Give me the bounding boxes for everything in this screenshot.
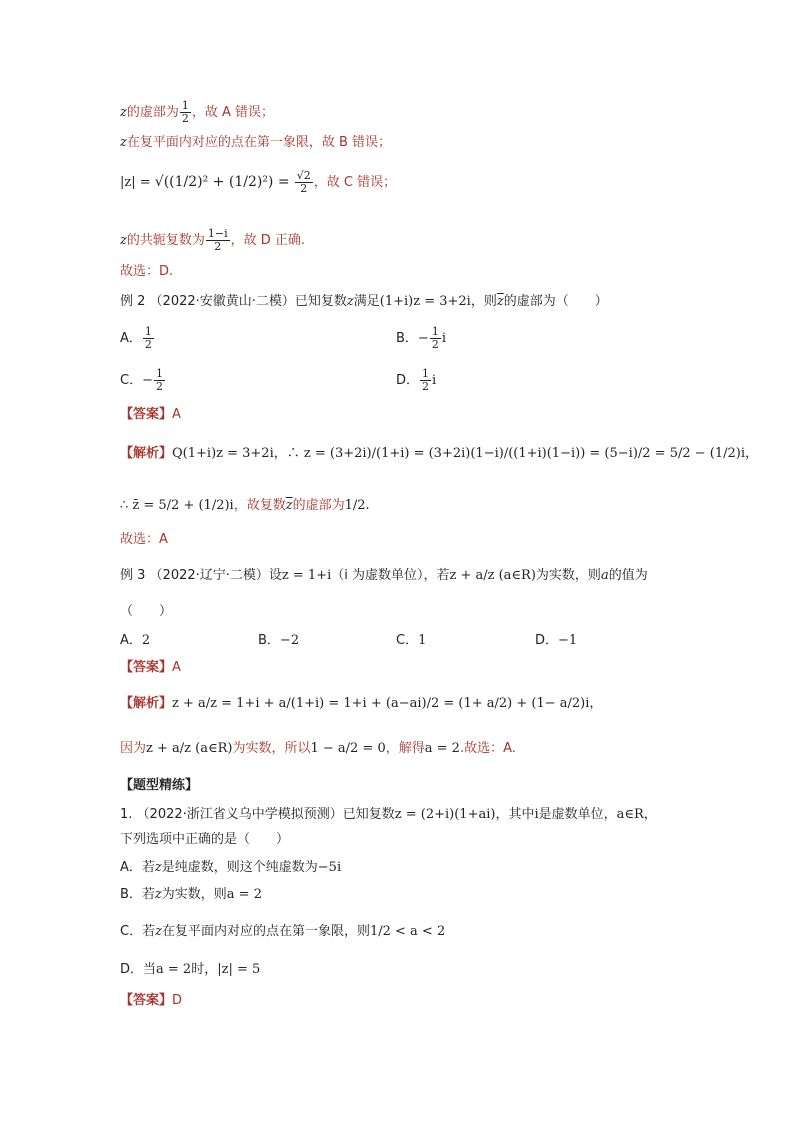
ex2-choice: 故选：A — [120, 532, 168, 547]
ex3-answer: 【答案】A — [120, 660, 181, 675]
example-3-stem: 例 3 （2022·辽宁·二模）设z = 1+i（i 为虚数单位），若z + a/z (a∈R)为实数，则a的值为 — [120, 568, 648, 583]
sol-line-4: z的共轭复数为 $\frac{1-i}{2}$ ，故 D 正确. — [120, 227, 306, 253]
sol-text: 在复平面内对应的点在第一象限，故 B 错误； — [126, 135, 392, 150]
practice-q1-line1: 1. （2022·浙江省义乌中学模拟预测）已知复数z = (2+i)(1+ai)，其中i是虚数单位，a∈R， — [120, 807, 657, 822]
sol-line-1: z的虚部为 $\frac{1}{2}$ ，故 A 错误； — [120, 99, 275, 125]
ex3-analysis-1: 【解析】z + a/z = 1+i + a/(1+i) = 1+i + (a−ai)/2 = (1+ a/2) + (1− a/2)i， — [120, 696, 603, 711]
practice-option-d: D．当a = 2时，|z| = 5 — [120, 962, 261, 977]
sol-line-3 — [120, 170, 396, 195]
sol-text: ，故 A 错误； — [191, 105, 275, 120]
ex2-option-c: C．− $\frac{1}{2}$ — [120, 367, 163, 393]
sol-text: ，故 C 错误； — [313, 175, 397, 190]
example-label: 例 2 — [120, 294, 146, 309]
ex2-option-d: D． $\frac{1}{2}$ i — [396, 367, 437, 393]
ex3-analysis-2: 因为z + a/z (a∈R)为实数，所以1 − a/2 = 0，解得a = 2.故选：A. — [120, 741, 516, 756]
practice-answer: 【答案】D — [120, 993, 183, 1008]
sol-text: 的虚部为 — [126, 105, 179, 120]
modulus-expr: √((1/2)² + (1/2)²) = — [154, 174, 290, 190]
analysis-expr: Q(1+i)z = 3+2i，∴ z = (3+2i)/(1+i) = (3+2i)(1−i)/((1+i)(1−i)) = (5−i)/2 = 5/2 − (1/2)i， — [172, 446, 758, 461]
practice-option-b: B．若z为实数，则a = 2 — [120, 887, 262, 902]
modulus-lhs: |z| = — [120, 175, 151, 190]
equation: (1+i)z = 3+2i — [379, 294, 471, 309]
practice-option-a: A．若z是纯虚数，则这个纯虚数为−5i — [120, 860, 342, 875]
ex2-option-a: A． $\frac{1}{2}$ — [120, 325, 152, 351]
ex3-option-a: A．2 — [120, 633, 151, 648]
ex2-analysis-2: ∴ z̄ = 5/2 + (1/2)i，故复数$\overline{z}$的虚部为1/2. — [120, 498, 370, 513]
example-3-blank: （ ） — [120, 604, 173, 619]
sol-line-2: z在复平面内对应的点在第一象限，故 B 错误； — [120, 135, 392, 150]
fraction: $\frac{√2}{2}$ — [296, 169, 311, 195]
sol-text: 的共轭复数为 — [126, 233, 205, 248]
ex2-analysis-1: 【解析】Q(1+i)z = 3+2i，∴ z = (3+2i)/(1+i) = (3+2i)(1−i)/((1+i)(1−i)) = (5−i)/2 = 5/2 − (1/2)i， — [120, 446, 758, 461]
fraction: $\frac{1-i}{2}$ — [207, 227, 228, 253]
example-2-stem: 例 2 （2022·安徽黄山·二模）已知复数z满足(1+i)z = 3+2i，则$\overline{z}$的虚部为（ ） — [120, 294, 608, 309]
practice-heading: 【题型精练】 — [120, 778, 199, 793]
ex2-answer: 【答案】A — [120, 407, 181, 422]
example-source: （2022·安徽黄山·二模）已知复数 — [149, 294, 347, 309]
fraction: $\frac{1}{2}$ — [181, 99, 189, 125]
ex3-option-b: B．−2 — [258, 633, 300, 648]
sol-text: ，故 D 正确. — [230, 233, 306, 248]
sol-choice: 故选：D. — [120, 264, 174, 279]
practice-q1-line2: 下列选项中正确的是（ ） — [120, 832, 290, 847]
practice-option-c: C．若z在复平面内对应的点在第一象限，则1/2 < a < 2 — [120, 924, 446, 939]
ex3-option-c: C．1 — [396, 633, 427, 648]
ex2-option-b: B．− $\frac{1}{2}$ i — [396, 325, 446, 351]
ex3-option-d: D．−1 — [535, 633, 578, 648]
